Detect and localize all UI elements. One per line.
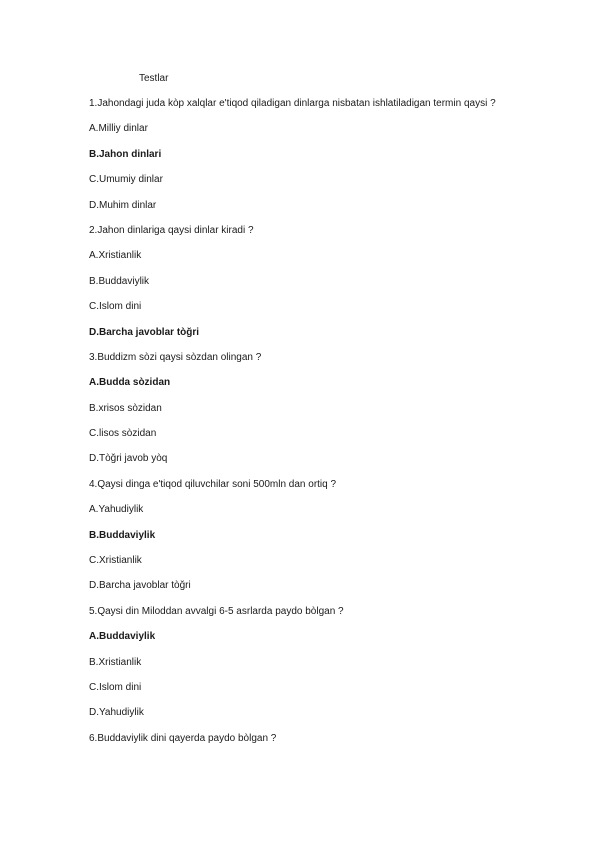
- question-line: 2.Jahon dinlariga qaysi dinlar kiradi ?: [89, 224, 254, 236]
- question-line: 3.Buddizm sòzi qaysi sòzdan olingan ?: [89, 351, 262, 363]
- answer-option: B.xrisos sòzidan: [89, 402, 162, 414]
- answer-option: D.Tòğri javob yòq: [89, 453, 168, 465]
- answer-option: A.Buddaviylik: [89, 631, 156, 643]
- answer-option: C.Umumiy dinlar: [89, 174, 163, 186]
- document-title: Testlar: [139, 73, 169, 84]
- answer-option: D.Muhim dinlar: [89, 199, 157, 211]
- answer-option: B.Jahon dinlari: [89, 148, 162, 160]
- question-line: 5.Qaysi din Miloddan avvalgi 6-5 asrlarda paydo bòlgan ?: [89, 605, 344, 617]
- answer-option: B.Xristianlik: [89, 656, 142, 668]
- answer-option: C.Islom dini: [89, 681, 142, 693]
- answer-option: D.Yahudiylik: [89, 707, 144, 719]
- answer-option: D.Barcha javoblar tòğri: [89, 580, 191, 592]
- answer-option: A.Milliy dinlar: [89, 123, 148, 135]
- answer-option: B.Buddaviylik: [89, 529, 156, 541]
- answer-option: A.Budda sòzidan: [89, 377, 171, 389]
- answer-option: B.Buddaviylik: [89, 275, 150, 287]
- answer-option: A.Xristianlik: [89, 250, 142, 262]
- question-line: 6.Buddaviylik dini qayerda paydo bòlgan ?: [89, 732, 277, 744]
- question-list: [89, 98, 559, 758]
- answer-option: C.Xristianlik: [89, 555, 142, 567]
- answer-option: D.Barcha javoblar tòğri: [89, 326, 200, 338]
- question-line: 4.Qaysi dinga e'tiqod qiluvchilar soni 500mln dan ortiq ?: [89, 478, 337, 490]
- answer-option: A.Yahudiylik: [89, 504, 144, 516]
- answer-option: C.Islom dini: [89, 301, 142, 313]
- answer-option: C.lisos sòzidan: [89, 428, 157, 440]
- question-line: 1.Jahondagi juda kòp xalqlar e'tiqod qiladigan dinlarga nisbatan ishlatiladigan termin qaysi ?: [89, 98, 496, 109]
